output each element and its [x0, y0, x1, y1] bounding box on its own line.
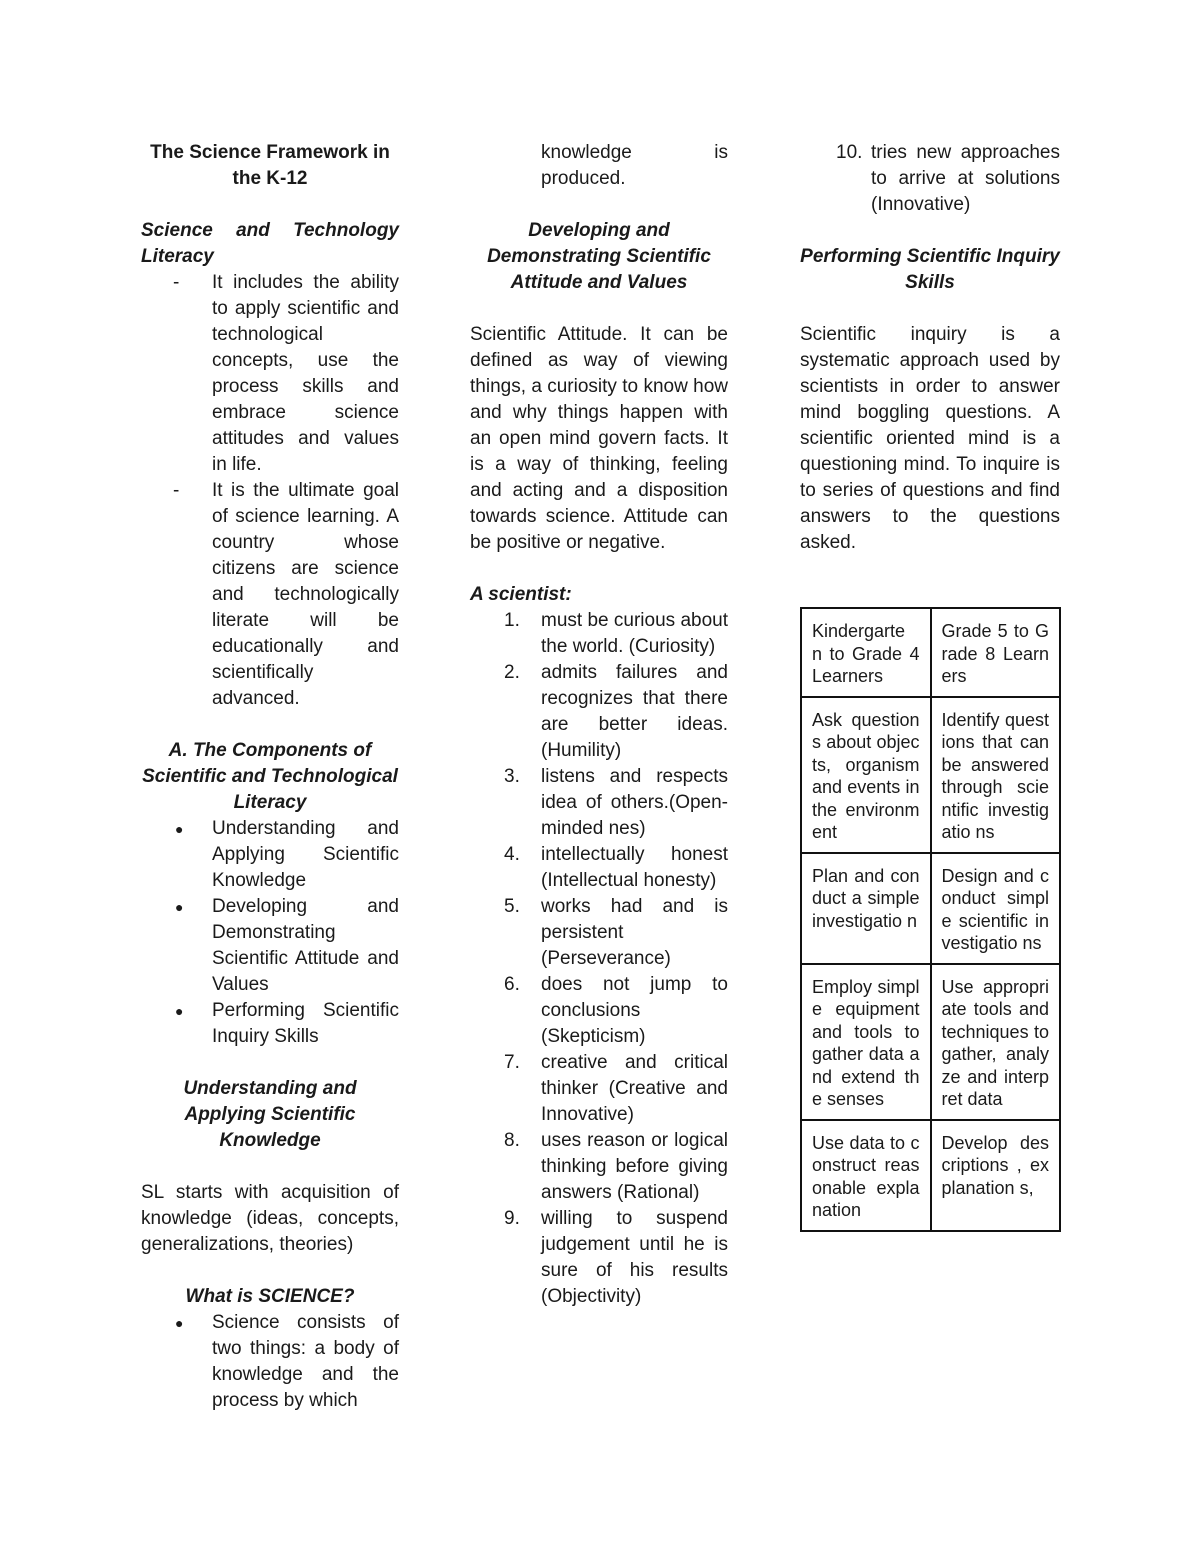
- list-item: 3. listens and respects idea of others.(Open-minded nes): [504, 766, 728, 839]
- table-cell: Use data to construct reasonable explanation: [801, 1120, 931, 1231]
- table-cell: Ask questions about objects, organism and events in the environment: [801, 697, 931, 853]
- table-cell: Plan and conduct a simple investigatio n: [801, 853, 931, 964]
- literacy-list: [141, 270, 399, 712]
- list-item: ● Developing and Demonstrating Scientific Attitude and Values: [175, 896, 399, 995]
- table-cell: Employ simple equipment and tools to gather data and extend the senses: [801, 964, 931, 1120]
- list-item: 5. works had and is persistent (Perseverance): [504, 896, 728, 969]
- table-row: [801, 853, 1060, 964]
- heading-components: A. The Components of Scientific and Technological Literacy: [142, 740, 398, 813]
- bullet-icon: ●: [175, 821, 184, 837]
- list-item: 8. uses reason or logical thinking before giving answers (Rational): [504, 1130, 728, 1203]
- bullet-icon: ●: [175, 1315, 184, 1331]
- science-list: [141, 1310, 399, 1414]
- table-row: [801, 697, 1060, 853]
- list-item: ● Understanding and Applying Scientific Knowledge: [175, 818, 399, 891]
- column-2: [470, 140, 728, 1310]
- list-item: 4. intellectually honest (Intellectual honesty): [504, 844, 728, 891]
- list-item: 7. creative and critical thinker (Creative and Innovative): [504, 1052, 728, 1125]
- list-item: 6. does not jump to conclusions (Skepticism): [504, 974, 728, 1047]
- heading-science-technology-literacy: Science and Technology Literacy: [141, 220, 399, 267]
- paragraph-sl: SL starts with acquisition of knowledge (ideas, concepts, generalizations, theories): [141, 1182, 399, 1255]
- table-cell: Develop descriptions , explanation s,: [931, 1120, 1061, 1231]
- table-row: [801, 1120, 1060, 1231]
- list-item: ● Performing Scientific Inquiry Skills: [175, 1000, 399, 1047]
- table-row: [801, 608, 1060, 697]
- continued-text: knowledge is produced.: [541, 142, 728, 189]
- table-cell: Use appropriate tools and techniques to gather, analyze and interpret data: [931, 964, 1061, 1120]
- components-list: [141, 816, 399, 1050]
- scientist-traits-list-continued: [800, 140, 1060, 218]
- heading-understanding: Understanding and Applying Scientific Knowledge: [183, 1078, 357, 1151]
- paragraph-attitude: Scientific Attitude. It can be defined as way of viewing things, a curiosity to know how and why things happen with an open mind govern facts. It is a way of thinking, feeling and acting and a disposition towards science. Attitude can be positive or negative.: [470, 324, 728, 553]
- table-cell: Identify questions that can be answered through scientific investigatio ns: [931, 697, 1061, 853]
- scientist-traits-list: [470, 608, 728, 1310]
- list-item: 10. tries new approaches to arrive at solutions (Innovative): [836, 142, 1060, 215]
- column-3: [800, 140, 1060, 556]
- table-cell: Design and conduct simple scientific investigatio ns: [931, 853, 1061, 964]
- heading-inquiry-skills: Performing Scientific Inquiry Skills: [800, 246, 1060, 293]
- column-1: [141, 140, 399, 1414]
- list-item: 2. admits failures and recognizes that there are better ideas. (Humility): [504, 662, 728, 761]
- table-cell: Kindergarte n to Grade 4 Learners: [801, 608, 931, 697]
- list-item: - It includes the ability to apply scientific and technological concepts, use the process skills and embrace science attitudes and values in life.: [173, 272, 399, 475]
- list-item: - It is the ultimate goal of science learning. A country whose citizens are science and technologically literate will be educationally and scientifically advanced.: [173, 480, 399, 709]
- dash-marker: -: [173, 272, 180, 293]
- heading-a-scientist: A scientist:: [470, 584, 572, 605]
- heading-attitude: Developing and Demonstrating Scientific Attitude and Values: [487, 220, 711, 293]
- list-item: ● Science consists of two things: a body of knowledge and the process by which: [175, 1312, 399, 1411]
- paragraph-inquiry: Scientific inquiry is a systematic approach used by scientists in order to answer mind boggling questions. A scientific oriented mind is a questioning mind. To inquire is to series of questions and find answers to the questions asked.: [800, 324, 1060, 553]
- list-item: 1. must be curious about the world. (Curiosity): [504, 610, 728, 657]
- document-title: The Science Framework in the K-12: [150, 142, 390, 189]
- bullet-icon: ●: [175, 899, 184, 915]
- table-cell: Grade 5 to Grade 8 Learners: [931, 608, 1061, 697]
- inquiry-skills-table: [800, 607, 1061, 1232]
- list-item: 9. willing to suspend judgement until he is sure of his results (Objectivity): [504, 1208, 728, 1307]
- heading-what-is-science: What is SCIENCE?: [185, 1286, 355, 1307]
- bullet-icon: ●: [175, 1003, 184, 1019]
- dash-marker: -: [173, 480, 180, 501]
- table-row: [801, 964, 1060, 1120]
